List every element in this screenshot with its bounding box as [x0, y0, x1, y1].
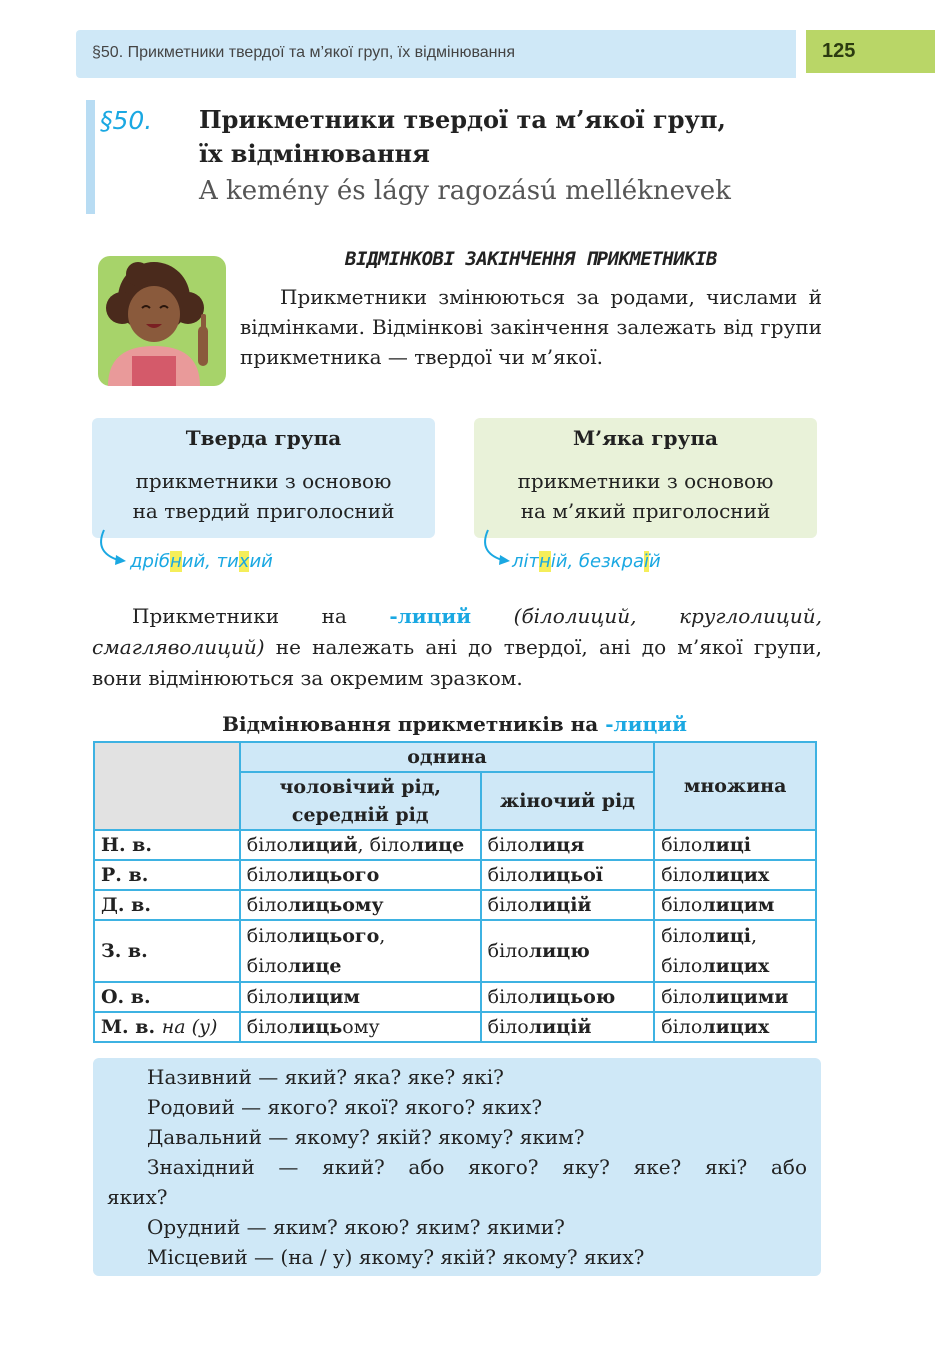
girl-pointing-illustration	[98, 256, 226, 386]
question-locative: Місцевий — (на / у) якому? якій? якому? яких?	[147, 1245, 645, 1269]
soft-group-examples: літній, безкраїй	[512, 551, 661, 572]
table-row: Р. в. білолицього білолицьої білолицих	[94, 860, 816, 890]
question-accusative-cont: яких?	[107, 1185, 168, 1209]
soft-group-description	[474, 466, 817, 526]
hard-group-box	[92, 418, 435, 538]
soft-group-box	[474, 418, 817, 538]
header-masculine-neuter: чоловічий рід, середній рід	[240, 772, 481, 830]
soft-group-title: М’яка група	[573, 426, 718, 450]
curved-arrow-icon	[478, 528, 514, 572]
question-nominative: Називний — який? яка? яке? які?	[147, 1065, 504, 1089]
soft-desc-line-1: прикметники з основою	[517, 469, 774, 493]
question-genitive: Родовий — якого? якої? якого? яких?	[147, 1095, 543, 1119]
question-dative: Давальний — якому? якій? якому? яким?	[147, 1125, 585, 1149]
lytsyi-paragraph: Прикметники на -лиций (білолиций, круглолиций, смагляволиций) не належать ані до твердої, ані до м’якої групи, вони відмінюються за окремим зразком.	[92, 604, 822, 690]
running-title: §50. Прикметники твердої та м’якої груп, їх відмінювання	[92, 44, 515, 61]
soft-desc-line-2: на м’який приголосний	[520, 499, 771, 523]
hard-group-description	[92, 466, 435, 526]
curved-arrow-icon	[94, 528, 130, 572]
page-title	[199, 103, 726, 171]
suffix-highlight: -лиций	[389, 604, 472, 628]
case-questions-box	[93, 1058, 821, 1276]
intro-text: Прикметники змінюються за родами, числами й відмінками. Відмінкові закінчення залежать від групи прикметника — твердої чи м’якої.	[240, 285, 822, 369]
section-number: §50.	[100, 106, 153, 135]
hard-group-examples: дрібний, тихий	[130, 551, 273, 572]
hard-desc-line-2: на твердий приголосний	[132, 499, 395, 523]
table-corner	[94, 742, 240, 830]
table-row: З. в. білолицього, білолице білолицю білолиці, білолицих	[94, 920, 816, 982]
page-number: 125	[822, 40, 856, 62]
table-row: Н. в. білолиций, білолице білолиця білолиці	[94, 830, 816, 860]
table-caption: Відмінювання прикметників на -лиций	[222, 712, 687, 736]
page-subtitle: A kemény és lágy ragozású melléknevek	[199, 176, 731, 206]
question-accusative: Знахідний — який? або якого? яку? яке? які? або	[147, 1155, 807, 1179]
section-heading: ВІДМІНКОВІ ЗАКІНЧЕННЯ ПРИКМЕТНИКІВ	[345, 248, 717, 270]
hard-desc-line-1: прикметники з основою	[135, 469, 392, 493]
title-line-2: їх відмінювання	[199, 139, 430, 168]
title-stripe	[86, 100, 95, 214]
question-instrumental: Орудний — яким? якою? яким? якими?	[147, 1215, 565, 1239]
table-row: Д. в. білолицьому білолицій білолицим	[94, 890, 816, 920]
table-row: М. в. на (у) білолицьому білолицій білолицих	[94, 1012, 816, 1042]
intro-paragraph	[240, 282, 822, 372]
hard-group-title: Тверда група	[185, 426, 342, 450]
declension-table	[93, 741, 817, 1043]
header-singular: однина	[240, 742, 654, 772]
header-plural: множина	[654, 742, 816, 830]
header-feminine: жіночий рід	[481, 772, 655, 830]
table-row: О. в. білолицим білолицьою білолицими	[94, 982, 816, 1012]
page-number-tab	[806, 30, 935, 73]
title-line-1: Прикметники твердої та м’якої груп,	[199, 105, 726, 134]
